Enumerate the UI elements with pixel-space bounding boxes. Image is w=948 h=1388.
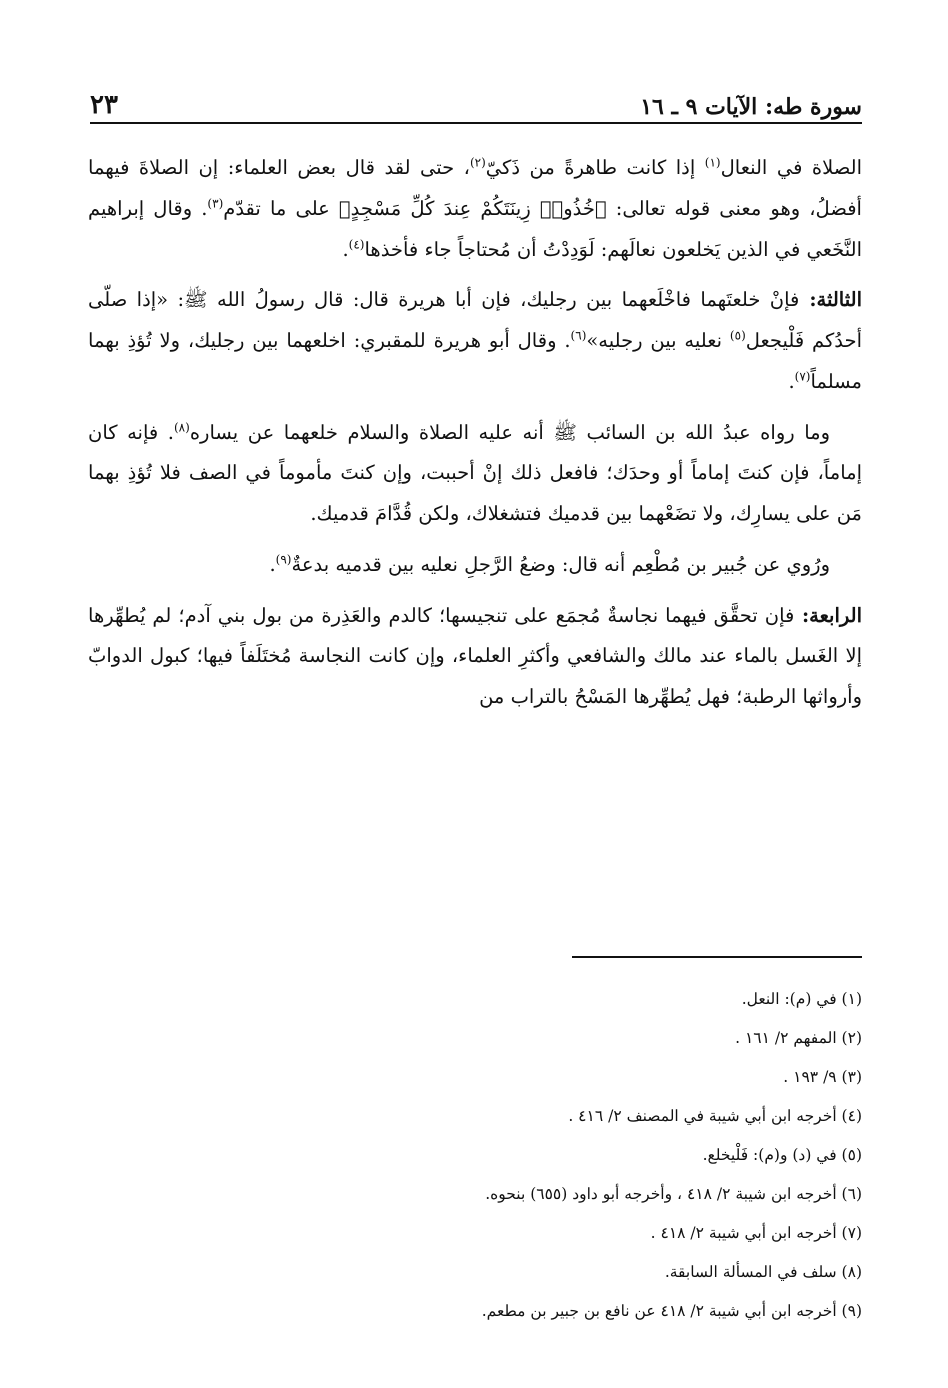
page-number: ٢٣ — [90, 90, 118, 120]
footnote-ref: (٣) — [207, 196, 224, 211]
text-run: ورُوي عن جُبير بن مُطْعِم أنه قال: وضعُ الرَّجلِ نعليه بين قدميه بدعةٌ — [291, 552, 830, 576]
footnote-item: (٥) في (د) و(م): فَلْيخلع. — [702, 1146, 862, 1164]
footnote-item: (٦) أخرجه ابن شيبة ٢/ ٤١٨ ، وأخرجه أبو داود (٦٥٥) بنحوه. — [485, 1185, 862, 1203]
footnote-ref: (٦) — [570, 328, 587, 343]
footnote-ref: (٧) — [794, 369, 811, 384]
paragraph — [88, 545, 862, 586]
paragraph — [88, 596, 862, 718]
footnote-ref: (٢) — [469, 155, 486, 170]
text-run: نعليه بين رجليه» — [586, 329, 730, 352]
footnote-item: (٩) أخرجه ابن أبي شيبة ٢/ ٤١٨ عن نافع بن جبير بن مطعم. — [481, 1302, 862, 1320]
footnote-ref: (٥) — [729, 328, 746, 343]
footnote-item: (٤) أخرجه ابن أبي شيبة في المصنف ٢/ ٤١٦ . — [568, 1107, 862, 1125]
text-run: . وقال إبراهيم النَّخَعي في الذين يَخلعون نعالَهم: لَوَدِدْتُ أن مُحتاجاً جاء فأخذها — [88, 196, 862, 261]
text-run: . — [269, 552, 276, 576]
text-run: ، حتى لقد قال بعض العلماء: إن الصلاةَ فيهما أفضلُ، وهو معنى قوله تعالى: ﴿خُذُوا۟ زِينَتَكُمْ عِندَ كُلِّ مَسْجِدٍ﴾ على ما تقدّم — [88, 156, 862, 220]
paragraph — [88, 280, 862, 402]
body-text — [88, 148, 862, 728]
footnote-ref: (١) — [704, 155, 721, 170]
text-run: وما رواه عبدُ الله بن السائب ﷺ أنه عليه الصلاة والسلام خلعهما عن يساره — [189, 420, 830, 444]
text-run: . فإنه كان إماماً، فإن كنتَ إماماً أو وحدَك؛ فافعل ذلك إنْ أحببت، وإن كنتَ مأموماً في الصف فلا تُؤذِ بهما مَن على يسارِك، ولا تضَعْهما بين قدميك فتشغلاك، ولكن قُدَّامَ قدميك. — [88, 420, 862, 525]
text-run: فإن تحقَّق فيهما نجاسةٌ مُجمَع على تنجيسها؛ كالدم والعَذِرة من بول بني آدم؛ لم يُطهِّرها إلا الغَسل بالماء عند مالك والشافعي وأكثرِ العلماء، وإن كانت النجاسة مُختَلَفاً فيها؛ كبول الدوابّ وأرواثها الرطبة؛ فهل يُطهِّرها المَسْحُ بالتراب من — [88, 603, 862, 708]
running-header — [90, 82, 862, 120]
text-run: الصلاة في النعال — [720, 156, 862, 179]
footnote-ref: (٩) — [275, 552, 292, 567]
paragraph — [88, 148, 862, 270]
text-run: فإنْ خلعتَهما فاخْلَعهما بين رجليك، فإن أبا هريرة قال: قال رسولُ الله ﷺ: «إذا صلّى أحدُكم فَلْيجعل — [88, 288, 862, 352]
header-rule — [90, 122, 862, 124]
section-heading: الثالثة: — [799, 288, 862, 312]
footnote-item: (٣) ٩/ ١٩٣ . — [783, 1068, 862, 1086]
footnote-item: (٨) سلف في المسألة السابقة. — [664, 1263, 862, 1281]
text-run: . — [342, 237, 349, 261]
footnote-item: (٧) أخرجه ابن أبي شيبة ٢/ ٤١٨ . — [650, 1224, 862, 1242]
text-run: . وقال أبو هريرة للمقبري: اخلعهما بين رجليك، ولا تُؤذِ بهما مسلماً — [88, 329, 862, 393]
footnotes — [90, 980, 862, 1331]
footnote-separator — [572, 956, 862, 958]
footnote-item: (٢) المفهم ٢/ ١٦١ . — [735, 1029, 862, 1047]
paragraph — [88, 413, 862, 535]
footnote-ref: (٨) — [173, 420, 190, 434]
footnote-ref: (٤) — [348, 237, 365, 251]
running-title: سورة طه: الآيات ٩ ـ ١٦ — [640, 94, 862, 120]
text-run: إذا كانت طاهرةً من ذَكيّ — [485, 156, 705, 179]
footnote-item: (١) في (م): النعل. — [741, 990, 862, 1008]
section-heading: الرابعة: — [794, 603, 862, 627]
text-run: . — [788, 369, 795, 393]
